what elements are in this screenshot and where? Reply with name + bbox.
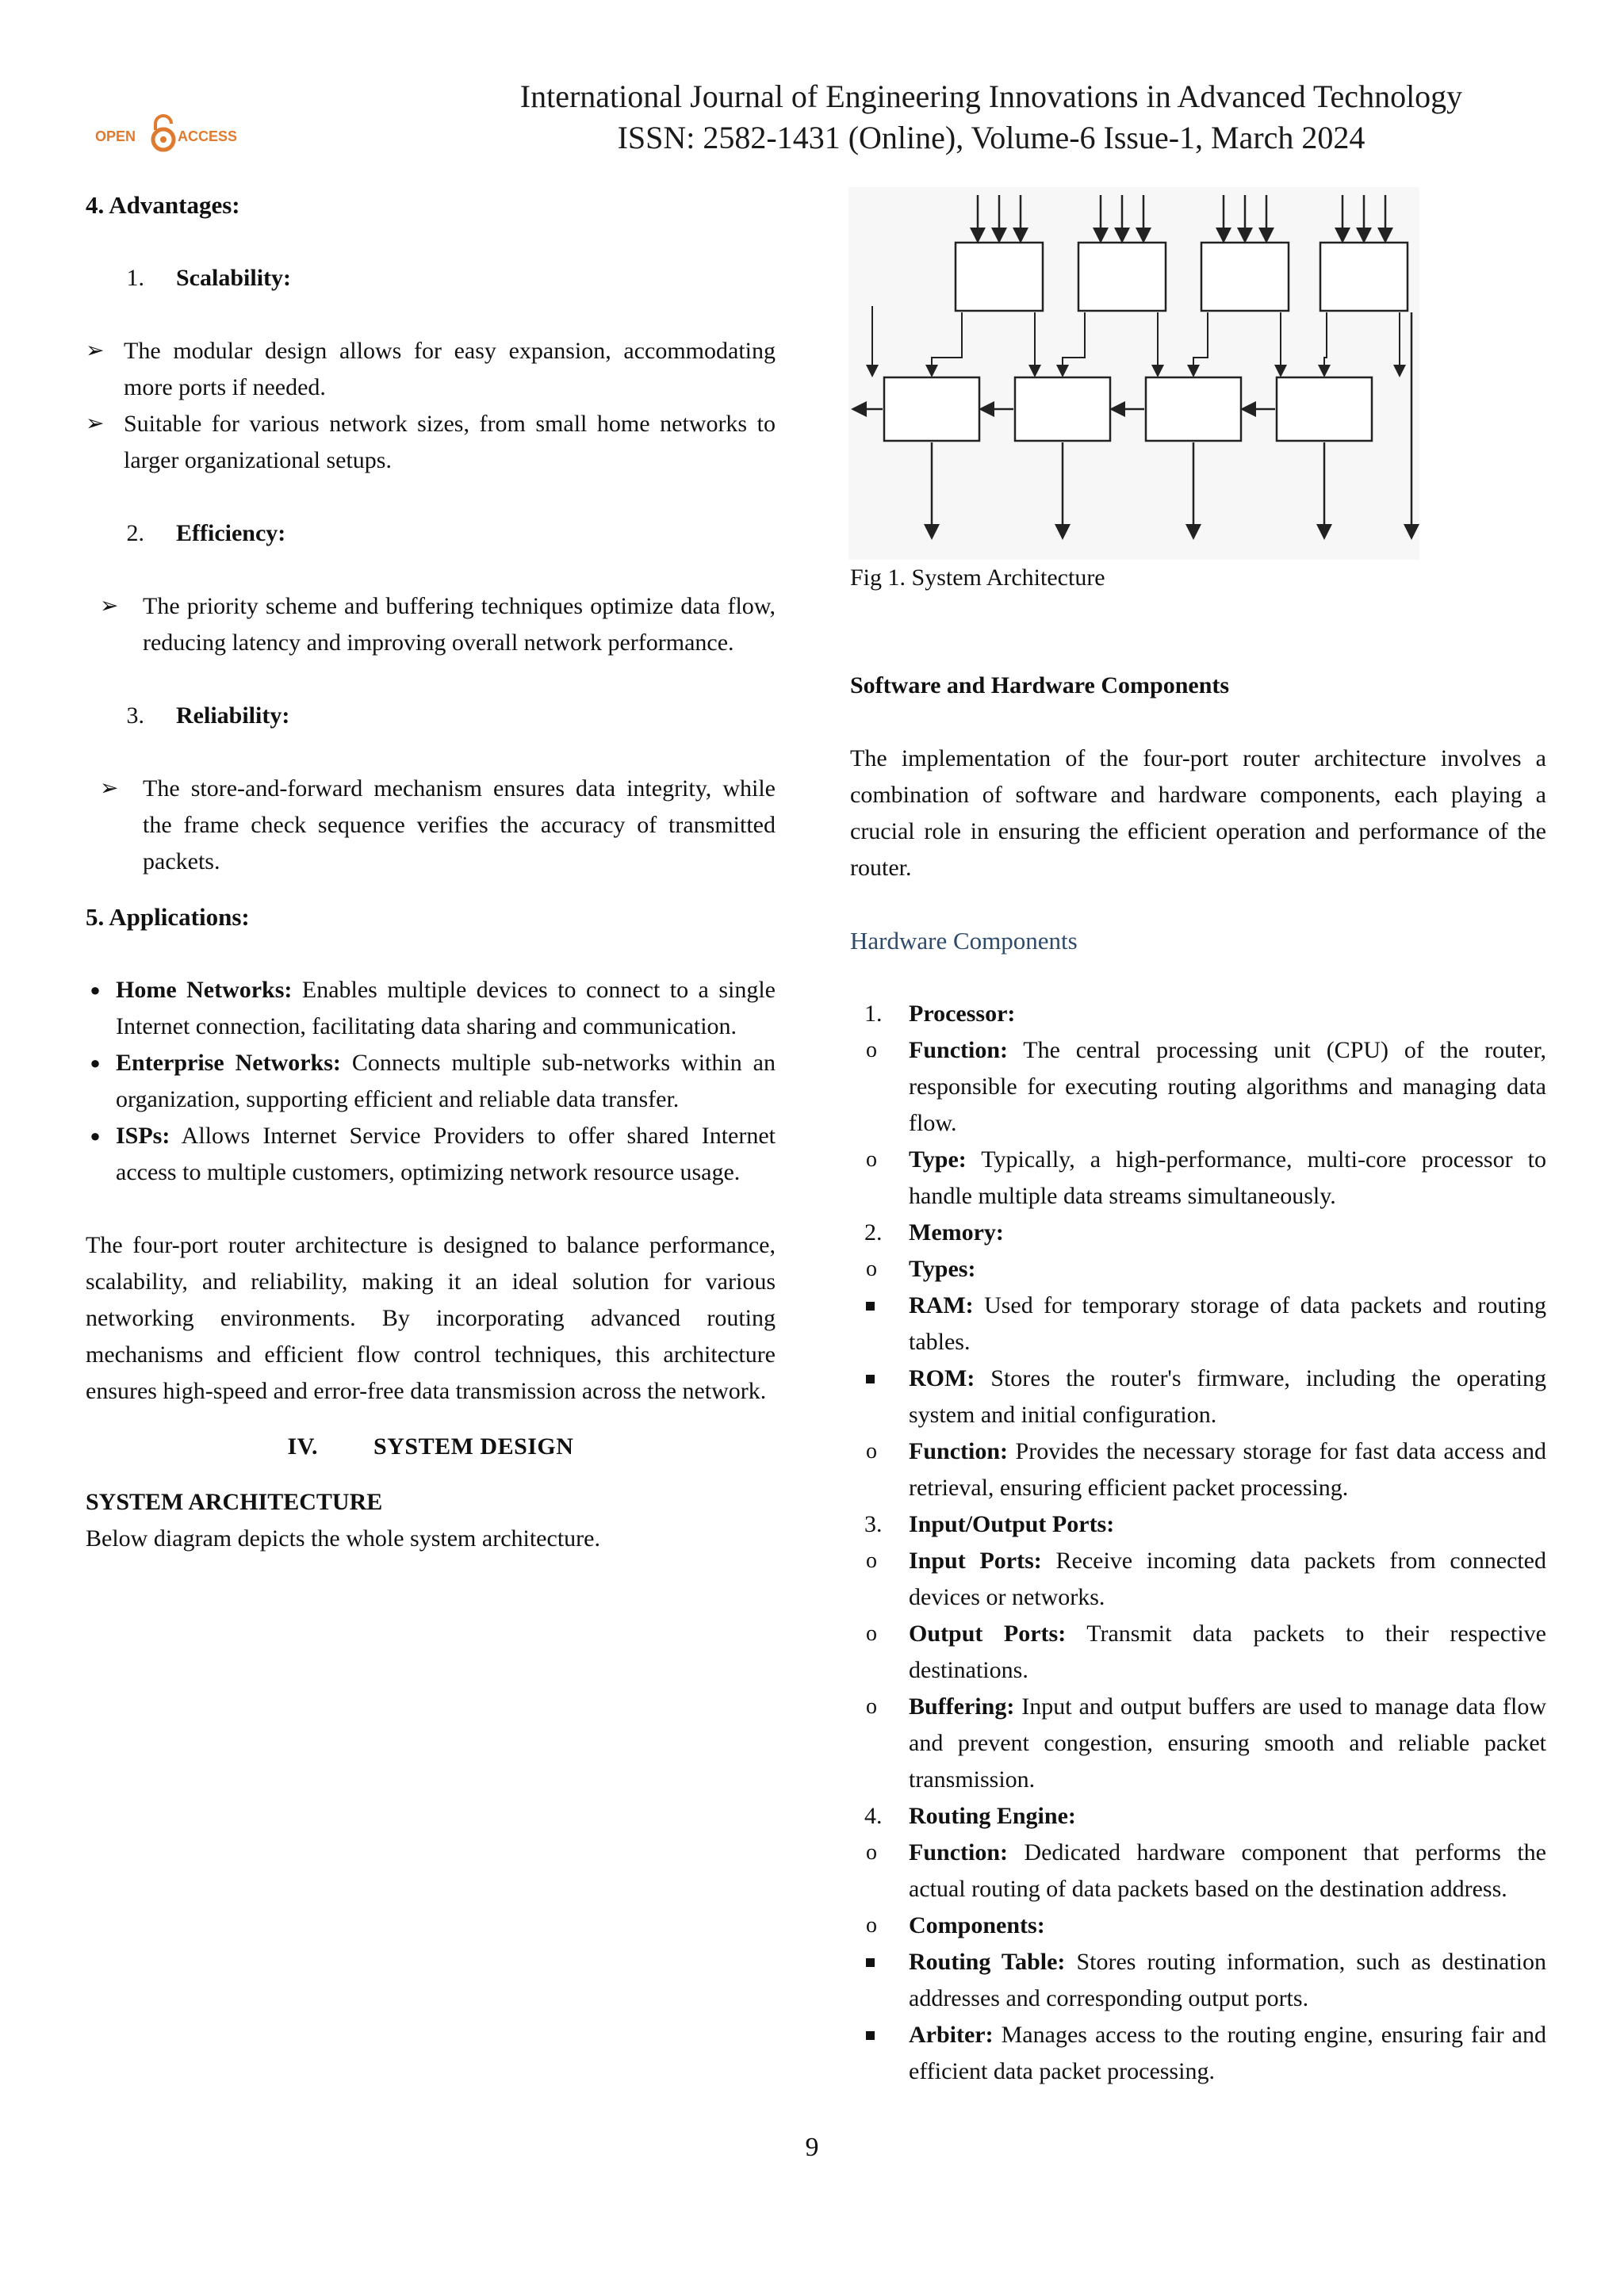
square-bullet-icon: [850, 1360, 909, 1397]
page-number: 9: [805, 2133, 819, 2162]
list-text: Dedicated hardware component that performs the actual routing of data packets based on the destination address.: [909, 1839, 1546, 1902]
circle-bullet-icon: o: [866, 1548, 877, 1573]
bottom-block: [1015, 377, 1110, 441]
hw-list-item: [850, 2017, 1546, 2090]
list-label: Efficiency:: [176, 520, 286, 546]
list-label: Output Ports:: [909, 1621, 1067, 1647]
circle-bullet-icon: o: [866, 1694, 877, 1719]
list-label: Types:: [909, 1256, 976, 1282]
top-block: [956, 243, 1043, 311]
bullet-dot-icon: ●: [90, 980, 101, 1000]
bottom-block: [1277, 377, 1372, 441]
top-block: [1320, 243, 1408, 311]
list-item: ● Home Networks: Enables multiple devices to connect to a single Internet connection, facilitating data sharing and communication.: [86, 972, 776, 1045]
list-item: ➢ The modular design allows for easy expansion, accommodating more ports if needed.: [86, 333, 776, 406]
hw-list-item: [850, 1360, 1546, 1433]
system-architecture-figure: [848, 187, 1419, 560]
hw-components-list: [850, 996, 1546, 2090]
arrowhead-bullet-icon: ➢: [86, 339, 105, 363]
circle-bullet-icon: o: [866, 1439, 877, 1464]
list-item: ➢ The priority scheme and buffering techniques optimize data flow, reducing latency and improving overall network performance.: [86, 588, 776, 661]
hw-components-heading: Hardware Components: [850, 927, 1078, 955]
list-text: Transmit data packets to their respective destinations.: [909, 1621, 1547, 1683]
sw-hw-heading: Software and Hardware Components: [850, 672, 1230, 698]
list-number: 3.: [126, 702, 144, 729]
circle-bullet-icon: o: [866, 1621, 877, 1646]
list-item: ➢ The store-and-forward mechanism ensures data integrity, while the frame check sequence verifies the accuracy of transmitted packets.: [86, 771, 776, 880]
list-text: Typically, a high-performance, multi-core processor to handle multiple data streams simultaneously.: [909, 1146, 1546, 1209]
hw-list-item: [850, 1288, 1546, 1360]
list-number: 2.: [126, 520, 144, 546]
advantages-heading: 4. Advantages:: [86, 191, 240, 219]
bottom-block: [1146, 377, 1241, 441]
hw-list-item: [850, 1944, 1546, 2017]
list-item: ● ISPs: Allows Internet Service Providers to offer shared Internet access to multiple customers, optimizing network resource usage.: [86, 1118, 776, 1191]
list-label: Routing Engine:: [909, 1803, 1076, 1829]
list-label: Scalability:: [176, 265, 292, 291]
hw-list-item: [850, 1689, 1546, 1798]
list-label: Input/Output Ports:: [909, 1511, 1115, 1537]
right-column: [850, 668, 1546, 2090]
top-block: [1201, 243, 1289, 311]
list-label: Function:: [909, 1037, 1009, 1063]
circle-bullet-icon: o: [866, 1913, 877, 1938]
architecture-diagram: [848, 187, 1419, 560]
arrowhead-bullet-icon: ➢: [86, 411, 105, 436]
list-item: ● Enterprise Networks: Connects multiple sub-networks within an organization, supporting efficient and reliable data transfer.: [86, 1045, 776, 1118]
square-bullet-icon: [850, 1288, 909, 1324]
hw-list-item: [850, 1032, 1546, 1142]
sys-arch-text: Below diagram depicts the whole system architecture.: [86, 1525, 600, 1552]
sys-arch-heading: SYSTEM ARCHITECTURE: [86, 1489, 383, 1515]
logo-access-text: ACCESS: [178, 128, 238, 144]
hw-list-item: [850, 1251, 1546, 1288]
circle-bullet-icon: o: [866, 1038, 877, 1062]
hw-list-item: [850, 1616, 1546, 1689]
list-label: ROM:: [909, 1365, 975, 1391]
list-number: 3.: [864, 1511, 883, 1537]
list-number: 1.: [126, 265, 144, 291]
arrowhead-bullet-icon: ➢: [100, 776, 119, 801]
open-lock-icon: [153, 116, 174, 150]
list-text: Stores routing information, such as destination addresses and corresponding output ports.: [909, 1949, 1547, 2011]
list-label: Arbiter:: [909, 2022, 994, 2048]
journal-issn: ISSN: 2582-1431 (Online), Volume-6 Issue-1, March 2024: [617, 120, 1365, 155]
advantage-scalability: [86, 260, 776, 297]
logo-open-text: OPEN: [95, 128, 136, 144]
list-number: 4.: [864, 1803, 883, 1829]
list-label: Components:: [909, 1912, 1045, 1938]
section-title: SYSTEM DESIGN: [373, 1433, 574, 1460]
hw-list-item: [850, 1215, 1546, 1251]
hw-list-item: [850, 1433, 1546, 1506]
left-column: [86, 187, 776, 1557]
list-label: Function:: [909, 1438, 1009, 1464]
advantage-efficiency: [86, 515, 776, 552]
journal-title: International Journal of Engineering Innovations in Advanced Technology: [519, 78, 1463, 114]
top-block: [1078, 243, 1166, 311]
section-heading: [86, 1429, 776, 1465]
advantage-reliability: [86, 698, 776, 734]
list-number: 2.: [864, 1219, 883, 1246]
circle-bullet-icon: o: [866, 1147, 877, 1172]
list-text: Receive incoming data packets from connected devices or networks.: [909, 1548, 1546, 1610]
list-label: Type:: [909, 1146, 967, 1173]
hw-list-item: [850, 1543, 1546, 1616]
list-label: Reliability:: [176, 702, 290, 729]
circle-bullet-icon: o: [866, 1257, 877, 1281]
list-label: Memory:: [909, 1219, 1004, 1246]
hw-list-item: [850, 1908, 1546, 1944]
section-number: IV.: [287, 1433, 319, 1460]
hw-list-item: [850, 1798, 1546, 1835]
list-text: The central processing unit (CPU) of the router, responsible for executing routing algorithms and managing data flow.: [909, 1037, 1546, 1136]
summary-paragraph: The four-port router architecture is designed to balance performance, scalability, and reliability, making it an ideal solution for various networking environments. By incorporating advanced routing mechanisms and efficient flow control techniques, this architecture ensures high-speed and error-free data transmission across the network.: [86, 1232, 776, 1404]
list-text: Stores the router's firmware, including the operating system and initial configuration.: [909, 1365, 1546, 1428]
list-item: ➢ Suitable for various network sizes, from small home networks to larger organizational setups.: [86, 406, 776, 479]
circle-bullet-icon: o: [866, 1840, 877, 1865]
hw-list-item: [850, 996, 1546, 1032]
square-bullet-icon: [850, 2017, 909, 2053]
list-label: RAM:: [909, 1292, 974, 1318]
list-label: Buffering:: [909, 1693, 1015, 1720]
hw-list-item: [850, 1506, 1546, 1543]
open-access-logo: [94, 111, 244, 154]
list-text: Provides the necessary storage for fast data access and retrieval, ensuring efficient packet processing.: [909, 1438, 1546, 1501]
list-label: Processor:: [909, 1001, 1016, 1027]
list-label: Input Ports:: [909, 1548, 1042, 1574]
applications-heading: 5. Applications:: [86, 903, 250, 931]
bottom-block: [884, 377, 979, 441]
list-label: Function:: [909, 1839, 1009, 1866]
figure-caption: Fig 1. System Architecture: [850, 564, 1105, 591]
hw-list-item: [850, 1142, 1546, 1215]
list-label: Routing Table:: [909, 1949, 1066, 1975]
bullet-dot-icon: ●: [90, 1126, 101, 1146]
arrowhead-bullet-icon: ➢: [100, 594, 119, 618]
list-text: Manages access to the routing engine, ensuring fair and efficient data packet processing.: [909, 2022, 1546, 2084]
bullet-dot-icon: ●: [90, 1053, 101, 1073]
sw-hw-paragraph: The implementation of the four-port router architecture involves a combination of software and hardware components, each playing a crucial role in ensuring the efficient operation and performance of the router.: [850, 745, 1546, 881]
list-text: Used for temporary storage of data packets and routing tables.: [909, 1292, 1546, 1355]
square-bullet-icon: [850, 1944, 909, 1980]
list-text: Input and output buffers are used to manage data flow and prevent congestion, ensuring smooth and reliable packet transmission.: [909, 1693, 1546, 1793]
hw-list-item: [850, 1835, 1546, 1908]
list-number: 1.: [864, 1001, 883, 1027]
journal-header: [381, 76, 1602, 159]
